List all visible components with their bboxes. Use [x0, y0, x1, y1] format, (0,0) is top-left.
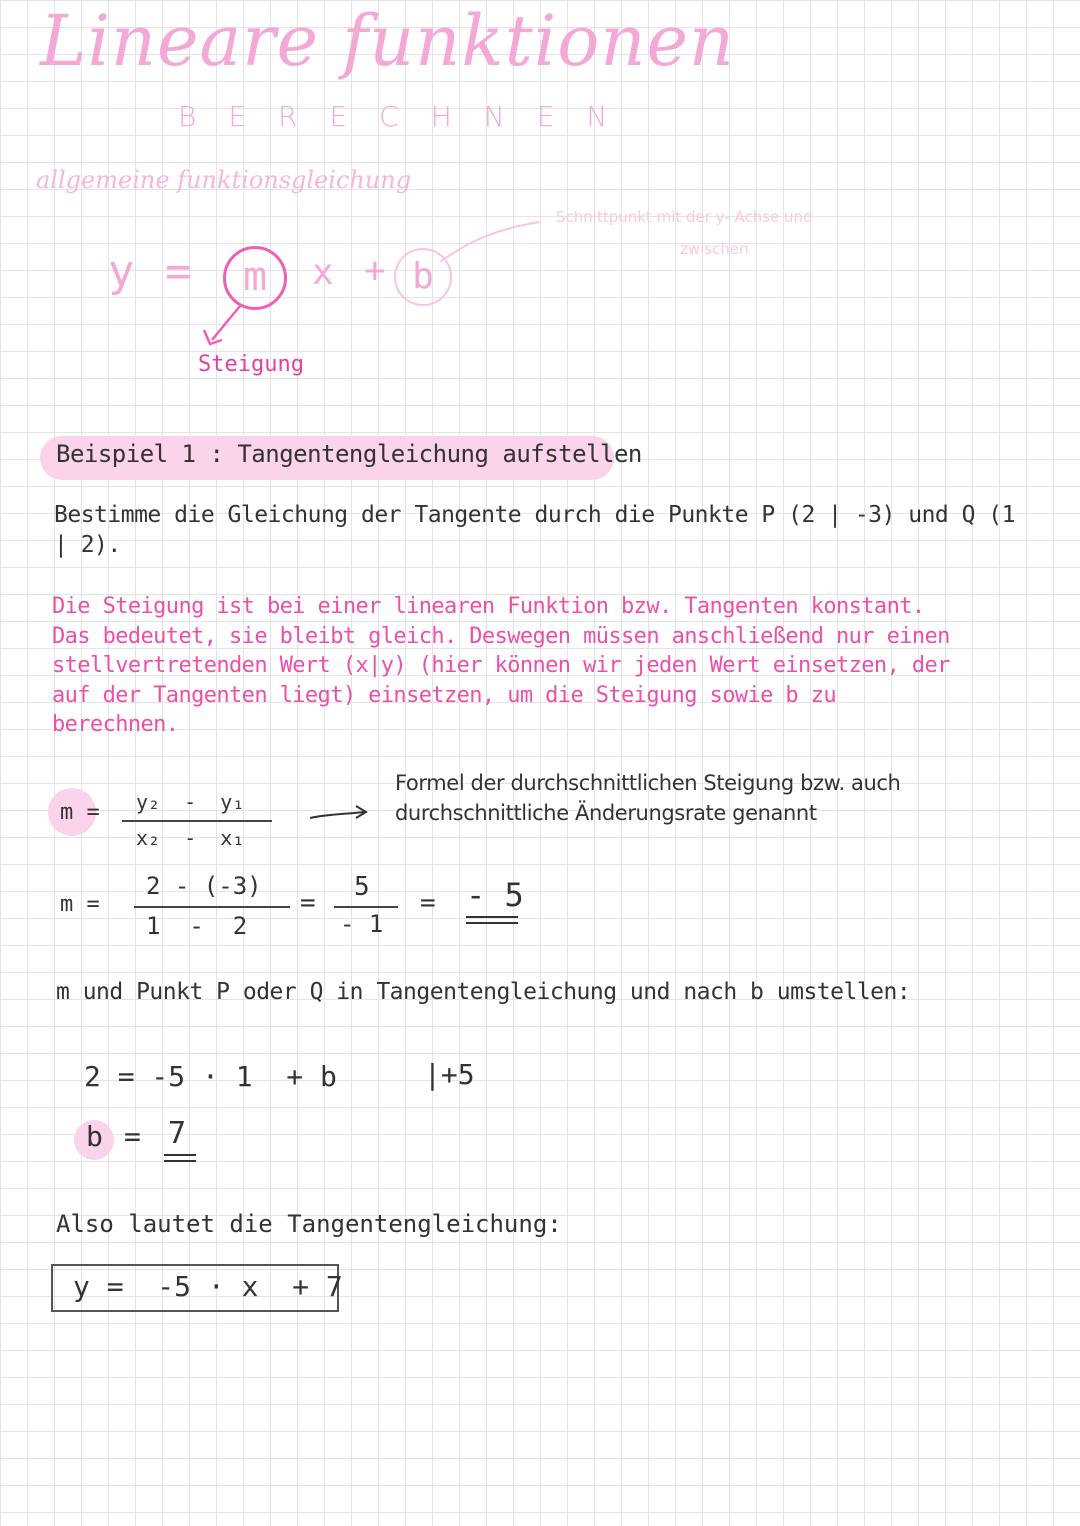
slope-calc-result: - 5	[466, 876, 524, 914]
general-formula-label: allgemeine funktionsgleichung	[36, 166, 412, 194]
b-calc-line1: 2 = -5 · 1 + b	[84, 1060, 337, 1093]
slope-calc-m-label: m =	[60, 892, 100, 917]
slope-calc-frac2-num: 5	[354, 872, 370, 902]
formula-plus: +	[364, 250, 386, 291]
slope-formula-numerator: y₂ - y₁	[136, 790, 245, 814]
conclusion-text: Also lautet die Tangentengleichung:	[56, 1210, 562, 1238]
b-calc-b-label: b	[86, 1120, 103, 1153]
side-note-line2: zwischen	[680, 240, 749, 258]
task-text: Bestimme die Gleichung der Tangente durch die Punkte P (2 | -3) und Q (1 | 2).	[54, 502, 1015, 558]
b-calc-instruction: m und Punkt P oder Q in Tangentengleichung und nach b umstellen:	[56, 979, 911, 1005]
formula-x: x	[312, 252, 334, 293]
formula-y: y	[108, 246, 135, 297]
page-subtitle: BERECHNEN	[178, 100, 640, 133]
slope-calc-fraction-bar	[134, 906, 290, 908]
slope-formula-fraction-bar	[122, 820, 272, 822]
slope-formula-note: Formel der durchschnittlichen Steigung bzw. auch durchschnittliche Änderungsrate genannt	[395, 771, 901, 825]
steigung-label: Steigung	[198, 352, 304, 377]
final-equation-box: y = -5 · x + 7	[51, 1264, 339, 1312]
formula-b-circled: b	[394, 248, 452, 306]
page-title: Lineare funktionen	[40, 0, 735, 82]
slope-formula-denominator: x₂ - x₁	[136, 826, 245, 850]
result-underline-2	[466, 922, 518, 924]
explanation-text: Die Steigung ist bei einer linearen Funktion bzw. Tangenten konstant. Das bedeutet, sie bleibt gleich. Deswegen müssen anschließend nur einen stellvertretenden Wert (x|y) (hier können wir jeden Wert einsetzen, der auf der Tangenten liegt) einsetzen, um die Steigung sowie b zu berechnen.	[52, 594, 950, 737]
b-calc-value: 7	[168, 1116, 187, 1151]
b-calc-equals: =	[124, 1120, 141, 1153]
formula-m-circled: m	[223, 246, 287, 310]
arrow-icon	[308, 800, 388, 830]
slope-calc-equals-2: =	[420, 888, 436, 918]
formula-equals: =	[165, 246, 192, 297]
slope-calc-equals-1: =	[300, 888, 316, 918]
slope-calc-denominator: 1 - 2	[146, 912, 248, 940]
b-underline-1	[164, 1154, 196, 1156]
b-underline-2	[164, 1160, 196, 1162]
slope-calc-frac2-bar	[334, 906, 398, 908]
slope-calc-numerator: 2 - (-3)	[146, 872, 262, 900]
result-underline-1	[466, 916, 518, 918]
example-banner: Beispiel 1 : Tangentengleichung aufstellen	[56, 440, 642, 468]
formula-annotation-lines	[0, 0, 1080, 420]
b-calc-operation: |+5	[424, 1058, 475, 1091]
slope-calc-frac2-den: - 1	[340, 910, 384, 938]
side-note-line1: Schnittpunkt mit der y- Achse und	[556, 208, 813, 226]
slope-formula-m-label: m =	[60, 800, 100, 825]
